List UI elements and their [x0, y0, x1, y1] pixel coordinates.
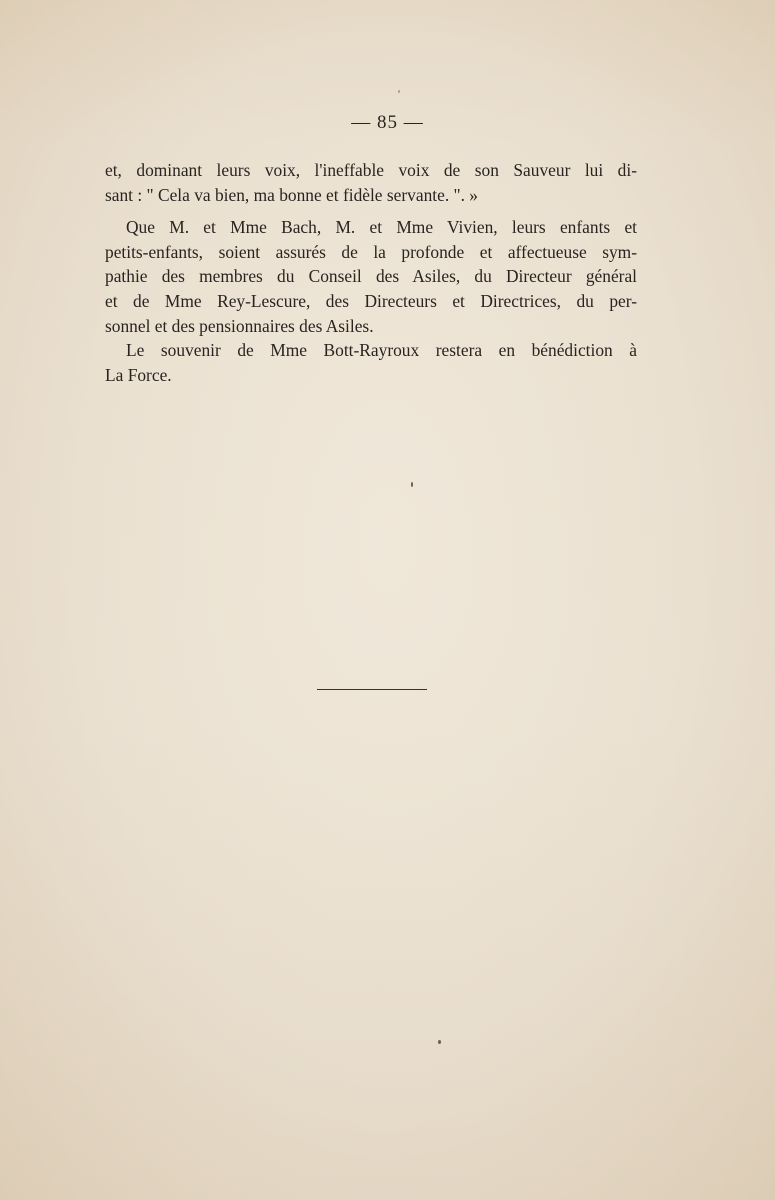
paper-speck — [398, 90, 400, 93]
separator-rule — [317, 689, 427, 690]
paper-speck — [438, 1040, 441, 1044]
body-text — [105, 158, 637, 387]
text-line: sonnel et des pensionnaires des Asiles. — [105, 315, 374, 336]
paragraph-3 — [105, 338, 637, 387]
paper-speck — [411, 482, 413, 487]
text-line: petits-enfants, soient assurés de la profonde et affectueuse sym- — [105, 241, 637, 262]
text-line: Le souvenir de Mme Bott-Rayroux restera en bénédiction à — [126, 340, 637, 361]
text-line: sant : " Cela va bien, ma bonne et fidèle servante. ". » — [105, 184, 478, 205]
text-line: La Force. — [105, 364, 172, 385]
text-line: pathie des membres du Conseil des Asiles, du Directeur général — [105, 266, 637, 287]
text-line: Que M. et Mme Bach, M. et Mme Vivien, leurs enfants et — [126, 217, 637, 238]
paragraph-2 — [105, 215, 637, 338]
page-number: — 85 — — [351, 112, 424, 133]
text-line: et de Mme Rey-Lescure, des Directeurs et Directrices, du per- — [105, 290, 637, 311]
text-line: et, dominant leurs voix, l'ineffable voix de son Sauveur lui di- — [105, 160, 637, 180]
paragraph-1 — [105, 158, 637, 207]
